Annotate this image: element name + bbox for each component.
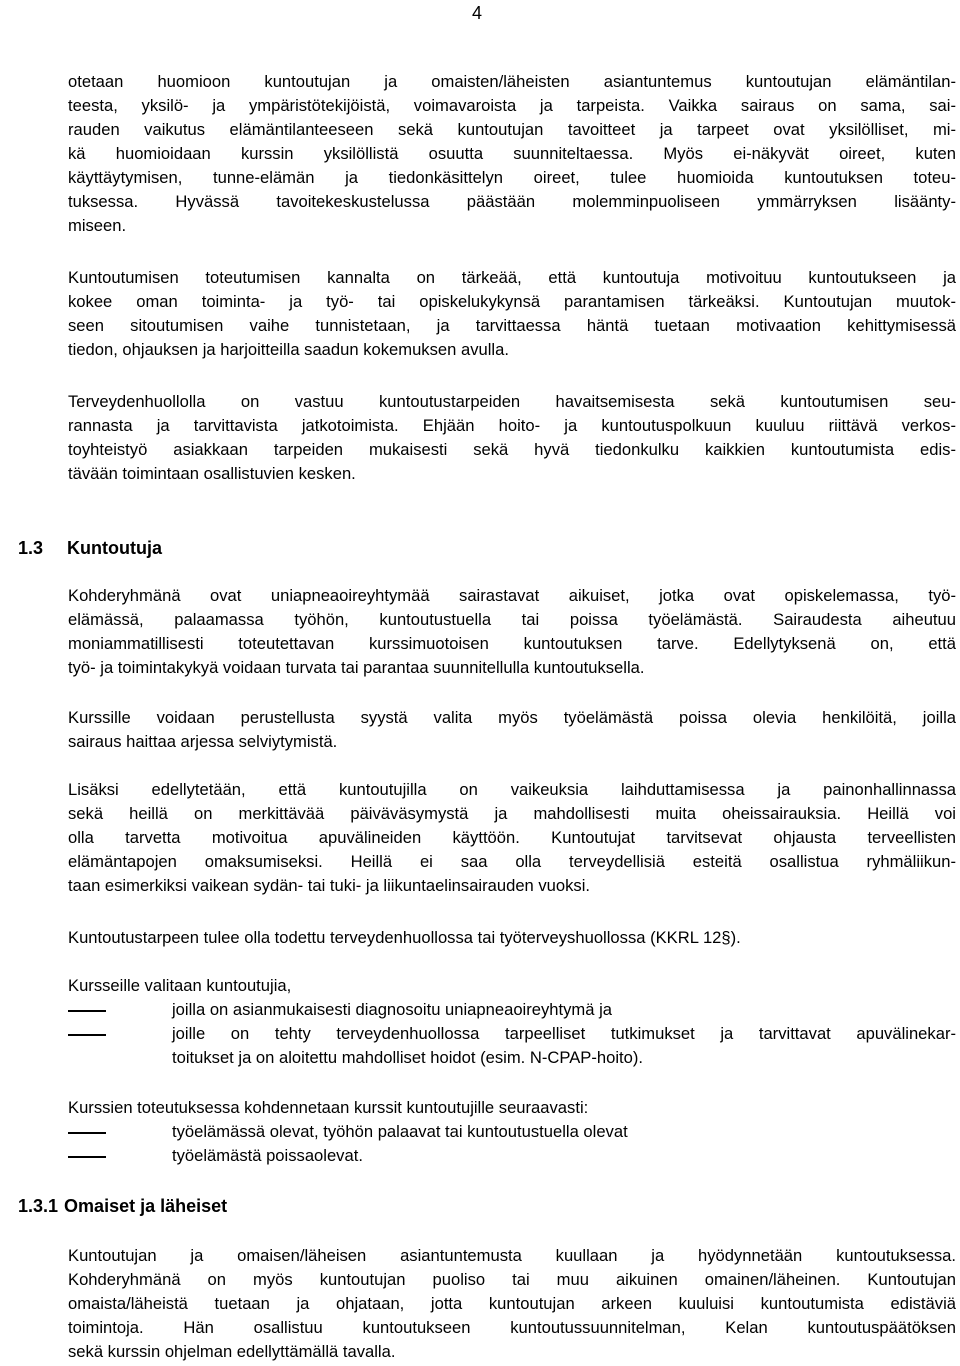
text-line: rauden vaikutus elämäntilanteeseen sekä kuntoutujan tavoitteet ja tarpeet ovat yksilölliset, mi-: [68, 120, 956, 139]
text-line: moniammatillisesti toteutettavan kurssimuotoisen kuntoutuksen tarve. Edellytyksenä on, että: [68, 634, 956, 653]
text-line: sekä kurssin ohjelman edellyttämällä tavalla.: [68, 1342, 396, 1361]
text-line: toitukset ja on aloitettu mahdolliset hoidot (esim. N-CPAP-hoito).: [172, 1048, 643, 1067]
text-line: elämässä, palaamassa työhön, kuntoutustuella tai poissa työelämästä. Sairaudesta aiheutuu: [68, 610, 956, 629]
paragraph-target-group: [68, 584, 956, 680]
section-number: 1.3: [18, 538, 44, 558]
text-line: käyttäytymisen, tunne-elämän ja tiedonkäsittelyn oireet, tulee huomioida kuntoutuksen toteu-: [68, 168, 956, 187]
text-line: Kuntoutujan ja omaisen/läheisen asiantuntemusta kuullaan ja hyödynnetään kuntoutuksessa.: [68, 1246, 956, 1265]
targeting-intro: [68, 1096, 956, 1120]
bullet-text: [172, 1120, 956, 1144]
bullet-text: [172, 1022, 956, 1070]
text-line: joilla on asianmukaisesti diagnosoitu uniapneaoireyhtymä ja: [172, 1000, 613, 1019]
section-heading-1-3-1: [18, 1194, 227, 1218]
text-line: omaista/läheistä tuetaan ja ohjataan, jotta kuntoutujan arkeen kuuluisi kuntoutumista edistäviä: [68, 1294, 956, 1313]
text-line: teesta, yksilö- ja ympäristötekijöistä, voimavaroista ja tarpeista. Vaikka sairaus on sama, sai-: [68, 96, 956, 115]
text-line: työelämästä poissaolevat.: [172, 1146, 363, 1165]
bullet-text: [172, 998, 956, 1022]
text-line: tävään toimintaan osallistuvien kesken.: [68, 464, 356, 483]
paragraph-selection-reason: [68, 706, 956, 754]
text-line: Kohderyhmänä ovat uniapneaoireyhtymää sairastavat aikuiset, jotka ovat opiskelemassa, työ-: [68, 586, 956, 605]
text-line: Kursseille valitaan kuntoutujia,: [68, 976, 292, 995]
selection-intro: [68, 974, 956, 998]
text-line: seen sitoutumisen vaihe tunnistetaan, ja tarvittaessa häntä tuetaan motivaation kehittymisessä: [68, 316, 956, 335]
section-title: Kuntoutuja: [67, 538, 163, 558]
section-title: Omaiset ja läheiset: [64, 1196, 228, 1216]
text-line: Lisäksi edellytetään, että kuntoutujilla on vaikeuksia laihduttamisessa ja painonhallinnassa: [68, 780, 956, 799]
selection-bullet: [0, 1022, 960, 1070]
text-line: miseen.: [68, 216, 127, 235]
dash-bullet-icon: [68, 1034, 106, 1036]
text-line: Terveydenhuollolla on vastuu kuntoutustarpeiden havaitsemisesta sekä kuntoutumisen seu-: [68, 392, 956, 411]
text-line: joille on tehty terveydenhuollossa tarpeelliset tutkimukset ja tarvittavat apuvälinekar-: [172, 1024, 956, 1043]
text-line: tiedon, ohjauksen ja harjoitteilla saadun kokemuksen avulla.: [68, 340, 509, 359]
text-line: Kuntoutustarpeen tulee olla todettu terveydenhuollossa tai työterveyshuollossa (KKRL 12§).: [68, 928, 741, 947]
text-line: Kurssille voidaan perustellusta syystä valita myös työelämästä poissa olevia henkilöitä, joilla: [68, 708, 956, 727]
text-line: kä huomioidaan kurssin yksilöllistä osuutta suunniteltaessa. Myös ei-näkyvät oireet, kuten: [68, 144, 956, 163]
text-line: Kohderyhmänä on myös kuntoutujan puoliso tai muu aikuinen omainen/läheinen. Kuntoutujan: [68, 1270, 956, 1289]
bullet-text: [172, 1144, 956, 1168]
section-number: 1.3.1: [18, 1196, 59, 1216]
page-number: 4: [472, 3, 483, 23]
text-line: toyhteistyö asiakkaan tarpeiden mukaisesti sekä hyvä tiedonkulku kaikkien kuntoutumista edis-: [68, 440, 956, 459]
targeting-bullet: [0, 1144, 960, 1168]
text-line: työ- ja toimintakykyä voidaan turvata tai parantaa suunnitellulla kuntoutuksella.: [68, 658, 645, 677]
text-line: Kurssien toteutuksessa kohdennetaan kurssit kuntoutujille seuraavasti:: [68, 1098, 589, 1117]
paragraph-requirements: [68, 778, 956, 898]
text-line: sairaus haittaa arjessa selviytymistä.: [68, 732, 338, 751]
paragraph-intro: [68, 70, 956, 238]
text-line: työelämässä olevat, työhön palaavat tai kuntoutustuella olevat: [172, 1122, 628, 1141]
dash-bullet-icon: [68, 1010, 106, 1012]
paragraph-healthcare: [68, 390, 956, 486]
text-line: sekä heillä on merkittävää päiväväsymystä ja mahdollisesti muita oheissairauksia. Heillä voi: [68, 804, 956, 823]
text-line: otetaan huomioon kuntoutujan ja omaisten/läheisten asiantuntemus kuntoutujan elämäntilan-: [68, 72, 956, 91]
text-line: elämäntapojen omaksumiseksi. Heillä ei saa olla terveydellisiä esteitä osallistua ryhmäliikun-: [68, 852, 956, 871]
section-heading-1-3: [18, 536, 162, 560]
paragraph-motivation: [68, 266, 956, 362]
text-line: olla tarvetta motivoitua apuvälineiden käyttöön. Kuntoutujat tarvitsevat ohjausta terveellisten: [68, 828, 956, 847]
selection-bullet: [0, 998, 960, 1022]
text-line: taan esimerkiksi vaikean sydän- tai tuki- ja liikuntaelinsairauden vuoksi.: [68, 876, 591, 895]
text-line: Kuntoutumisen toteutumisen kannalta on tärkeää, että kuntoutuja motivoituu kuntoutukseen ja: [68, 268, 956, 287]
text-line: tuksessa. Hyvässä tavoitekeskustelussa päästään molemminpuoliseen ymmärryksen lisäänty-: [68, 192, 956, 211]
paragraph-need-confirmed: [68, 926, 956, 950]
text-line: rannasta ja tarvittavista jatkotoimista. Ehjään hoito- ja kuntoutuspolkuun kuuluu riittävä verkos-: [68, 416, 956, 435]
text-line: kokee oman toiminta- ja työ- tai opiskelukykynsä parantamisen tärkeäksi. Kuntoutujan muutok-: [68, 292, 956, 311]
dash-bullet-icon: [68, 1132, 106, 1134]
text-line: toimintoja. Hän osallistuu kuntoutukseen kuntoutussuunnitelman, Kelan kuntoutuspäätöksen: [68, 1318, 956, 1337]
paragraph-relatives: [68, 1244, 956, 1364]
targeting-bullet: [0, 1120, 960, 1144]
dash-bullet-icon: [68, 1156, 106, 1158]
